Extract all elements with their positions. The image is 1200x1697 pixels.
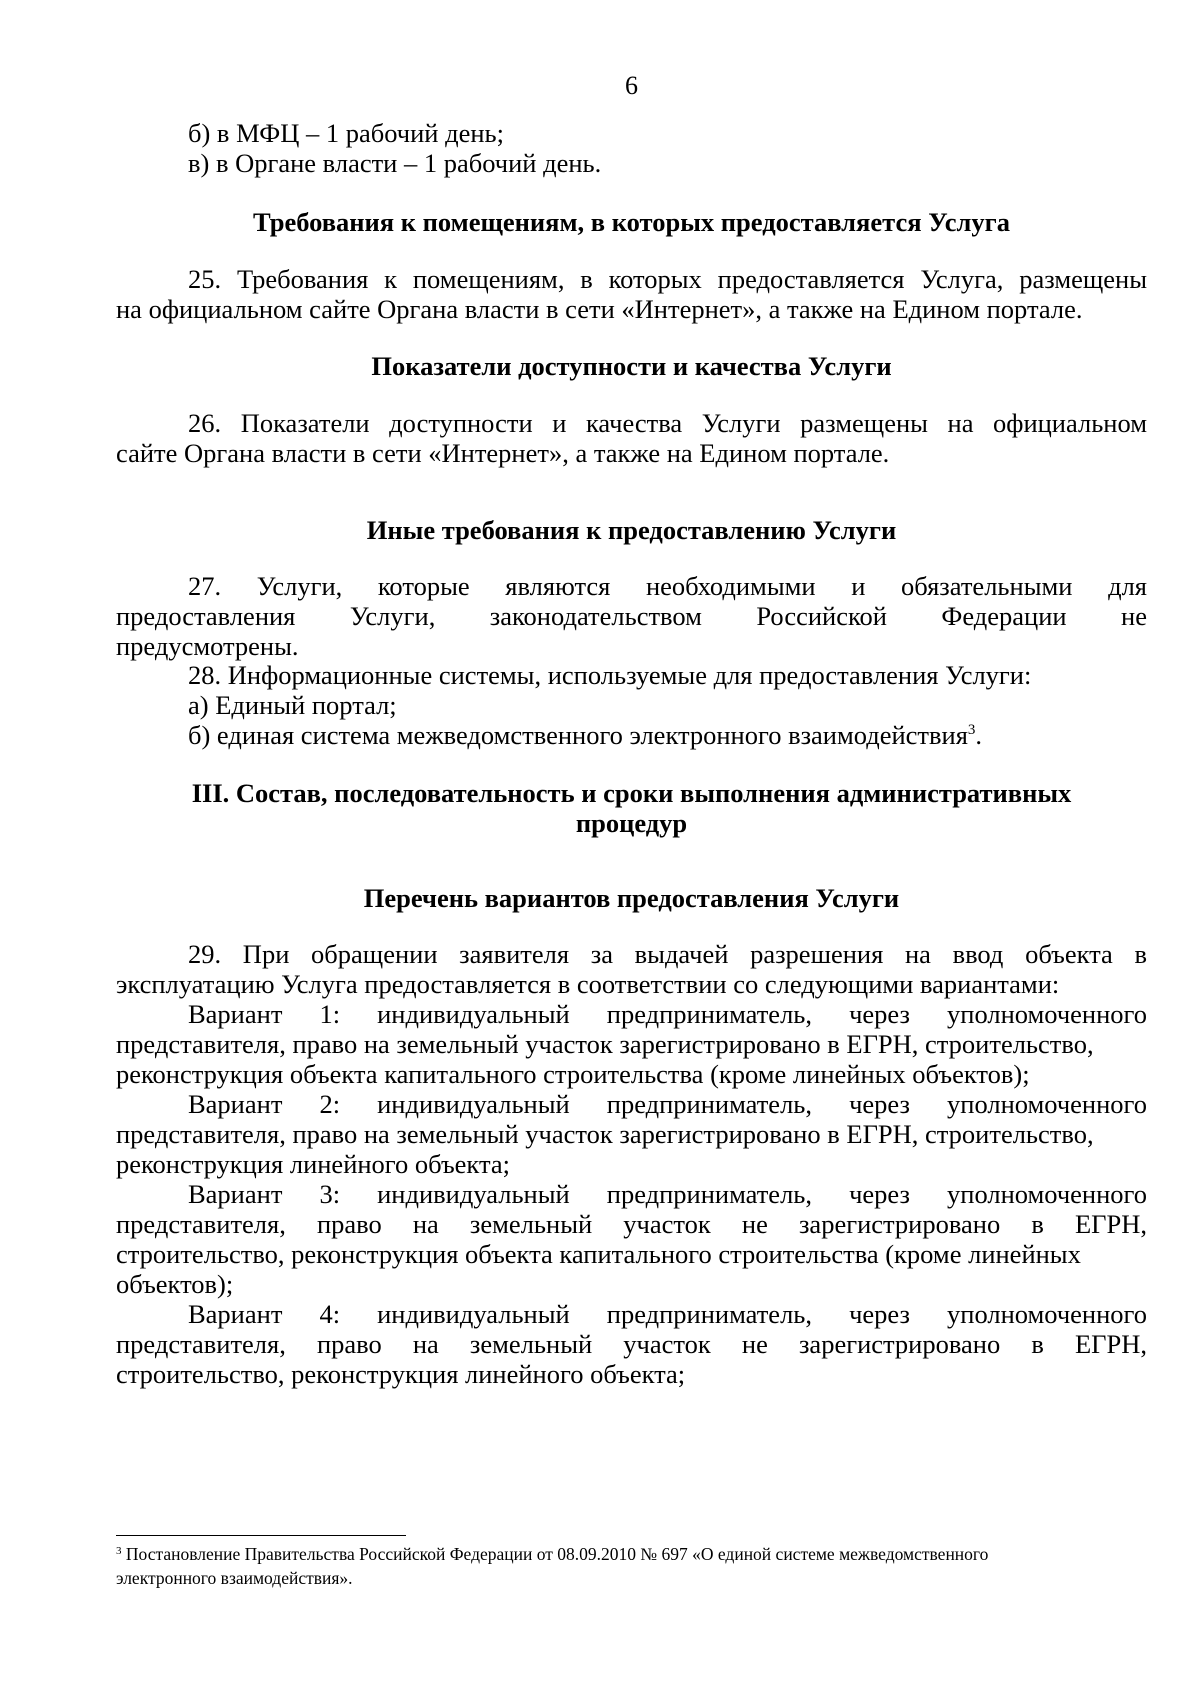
text-span: б) единая система межведомственного электронного взаимодействия bbox=[188, 720, 968, 750]
text-line: предусмотрены. bbox=[116, 631, 299, 661]
text-span: . bbox=[975, 720, 983, 750]
text-line: б) в МФЦ – 1 рабочий день; bbox=[188, 118, 504, 148]
section-heading: Иные требования к предоставлению Услуги bbox=[366, 515, 897, 545]
section-heading: Перечень вариантов предоставления Услуги bbox=[363, 883, 900, 913]
text-line: представителя, право на земельный участок зарегистрировано в ЕГРН, строительство, bbox=[116, 1029, 1094, 1059]
footnote-text: электронного взаимодействия». bbox=[116, 1568, 353, 1588]
text-line: реконструкция объекта капитального строительства (кроме линейных объектов); bbox=[116, 1059, 1030, 1089]
chapter-heading: процедур bbox=[575, 808, 688, 838]
text-line: Вариант 3: индивидуальный предприниматель, через уполномоченного bbox=[188, 1179, 1147, 1209]
text-line bbox=[188, 719, 1147, 751]
text-line: представителя, право на земельный участок зарегистрировано в ЕГРН, строительство, bbox=[116, 1119, 1094, 1149]
text-line: 27. Услуги, которые являются необходимыми и обязательными для bbox=[188, 571, 1147, 601]
text-line: объектов); bbox=[116, 1269, 234, 1299]
page-number: 6 bbox=[625, 71, 638, 100]
text-line: 28. Информационные системы, используемые для предоставления Услуги: bbox=[188, 660, 1032, 690]
chapter-heading: III. Состав, последовательность и сроки выполнения административных bbox=[191, 778, 1072, 808]
text-line: строительство, реконструкция объекта капитального строительства (кроме линейных bbox=[116, 1239, 1081, 1269]
text-line: строительство, реконструкция линейного объекта; bbox=[116, 1359, 686, 1389]
section-heading: Требования к помещениям, в которых предоставляется Услуга bbox=[253, 207, 1010, 237]
text-line: Вариант 1: индивидуальный предприниматель, через уполномоченного bbox=[188, 999, 1147, 1029]
footnote-divider bbox=[116, 1535, 406, 1536]
text-line: на официальном сайте Органа власти в сети «Интернет», а также на Едином портале. bbox=[116, 294, 1083, 324]
text-line: эксплуатацию Услуга предоставляется в соответствии со следующими вариантами: bbox=[116, 969, 1060, 999]
footnote-reference: 3 bbox=[967, 722, 976, 738]
text-line: сайте Органа власти в сети «Интернет», а также на Едином портале. bbox=[116, 438, 890, 468]
text-line: представителя, право на земельный участок не зарегистрировано в ЕГРН, bbox=[116, 1209, 1147, 1239]
text-line: 25. Требования к помещениям, в которых предоставляется Услуга, размещены bbox=[188, 264, 1147, 294]
footnote-text: Постановление Правительства Российской Федерации от 08.09.2010 № 697 «О единой системе межведомственного bbox=[121, 1544, 989, 1564]
text-line: представителя, право на земельный участок не зарегистрировано в ЕГРН, bbox=[116, 1329, 1147, 1359]
footnote-mark: 3 bbox=[116, 1545, 122, 1557]
text-line: 26. Показатели доступности и качества Услуги размещены на официальном bbox=[188, 408, 1147, 438]
section-heading: Показатели доступности и качества Услуги bbox=[371, 351, 892, 381]
text-line: в) в Органе власти – 1 рабочий день. bbox=[188, 148, 602, 178]
footnote bbox=[116, 1542, 1147, 1566]
text-line: 29. При обращении заявителя за выдачей разрешения на ввод объекта в bbox=[188, 939, 1147, 969]
text-line: предоставления Услуги, законодательством Российской Федерации не bbox=[116, 601, 1147, 631]
text-line: Вариант 4: индивидуальный предприниматель, через уполномоченного bbox=[188, 1299, 1147, 1329]
text-line: Вариант 2: индивидуальный предприниматель, через уполномоченного bbox=[188, 1089, 1147, 1119]
text-line: а) Единый портал; bbox=[188, 690, 397, 720]
text-line: реконструкция линейного объекта; bbox=[116, 1149, 510, 1179]
